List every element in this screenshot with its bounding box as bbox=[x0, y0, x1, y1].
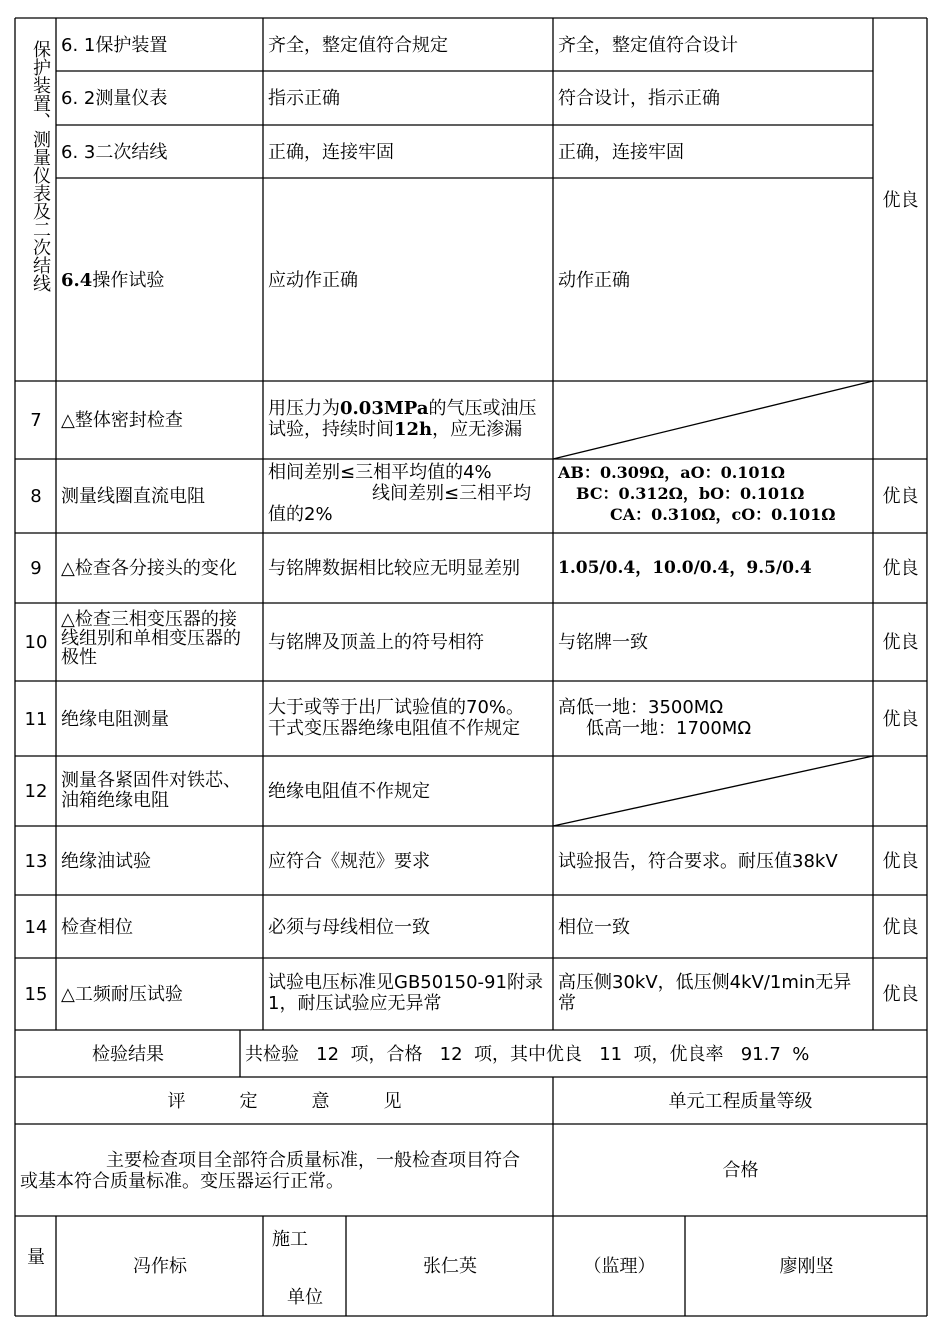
opinion-line2: 或基本符合质量标准。变压器运行正常。 bbox=[20, 1171, 344, 1192]
item-12 bbox=[57, 771, 263, 826]
result-11-line2: 低高一地：1700MΩ bbox=[586, 718, 752, 739]
signature-mid-label-top: 施工 bbox=[272, 1228, 308, 1250]
row-no-12: 12 bbox=[24, 781, 48, 802]
result-15 bbox=[554, 972, 873, 1030]
result-8 bbox=[554, 462, 873, 533]
row-no-7: 7 bbox=[30, 410, 42, 431]
signature-right-label: （监理） bbox=[583, 1256, 656, 1277]
row-no-14: 14 bbox=[24, 916, 48, 938]
item-6-2: 6. 2测量仪表 bbox=[61, 88, 168, 109]
result-8-line2: BC：0.312Ω，bO：0.101Ω bbox=[576, 484, 805, 503]
grade-header: 单元工程质量等级 bbox=[668, 1090, 813, 1112]
standard-6-1: 齐全，整定值符合规定 bbox=[268, 34, 448, 56]
signature-left-name: 冯作标 bbox=[133, 1256, 187, 1277]
row-no-9: 9 bbox=[30, 558, 42, 579]
item-8: 测量线圈直流电阻 bbox=[61, 486, 205, 507]
standard-6-4: 应动作正确 bbox=[268, 269, 358, 291]
standard-14: 必须与母线相位一致 bbox=[268, 916, 430, 938]
item-6-4-prefix: 6.4 bbox=[61, 269, 93, 291]
signature-right-name: 廖刚坚 bbox=[779, 1256, 834, 1277]
grade-10: 优良 bbox=[882, 632, 919, 653]
final-grade: 合格 bbox=[722, 1160, 759, 1181]
result-11-line1: 高低一地：3500MΩ bbox=[558, 697, 724, 718]
evaluation-header: 评 定 意 见 bbox=[167, 1090, 402, 1112]
row-no-10: 10 bbox=[24, 632, 48, 653]
result-14: 相位一致 bbox=[558, 916, 630, 938]
opinion-line1: 主要检查项目全部符合质量标准，一般检查项目符合 bbox=[106, 1150, 520, 1171]
item-11: 绝缘电阻测量 bbox=[61, 708, 169, 730]
item-7: △整体密封检查 bbox=[61, 410, 183, 431]
signature-mid-label-bottom: 单位 bbox=[287, 1286, 323, 1308]
result-10: 与铭牌一致 bbox=[558, 632, 648, 653]
result-9: 1.05/0.4，10.0/0.4，9.5/0.4 bbox=[558, 558, 812, 578]
item-9: △检查各分接头的变化 bbox=[61, 558, 237, 579]
standard-10: 与铭牌及顶盖上的符号相符 bbox=[268, 632, 484, 653]
standard-8-line1: 相间差别≤三相平均值的4% bbox=[268, 462, 492, 483]
standard-9: 与铭牌数据相比较应无明显差别 bbox=[268, 558, 520, 579]
result-13: 试验报告，符合要求。耐压值38kV bbox=[558, 850, 838, 872]
row-no-8: 8 bbox=[30, 486, 42, 507]
result-15-line1: 高压侧30kV，低压侧4kV/1min无异 bbox=[558, 972, 852, 993]
standard-6-3: 正确，连接牢固 bbox=[268, 141, 394, 163]
standard-7-e: 12h bbox=[394, 419, 433, 440]
standard-12: 绝缘电阻值不作规定 bbox=[268, 781, 430, 802]
row-no-13: 13 bbox=[24, 850, 48, 872]
standard-8 bbox=[264, 462, 553, 533]
item-10-line3: 极性 bbox=[61, 647, 97, 668]
result-6-1: 齐全，整定值符合设计 bbox=[558, 34, 738, 56]
item-6-1: 6. 1保护装置 bbox=[61, 34, 168, 56]
standard-13: 应符合《规范》要求 bbox=[268, 850, 430, 872]
grade-section6: 优良 bbox=[882, 189, 919, 211]
signature-mid-name: 张仁英 bbox=[423, 1256, 477, 1277]
item-6-3: 6. 3二次结线 bbox=[61, 141, 168, 163]
row-no-11: 11 bbox=[24, 708, 48, 730]
summary-text: 共检验 12 项，合格 12 项，其中优良 11 项，优良率 91.7 % bbox=[245, 1043, 810, 1065]
item-12-line1: 测量各紧固件对铁芯、 bbox=[61, 770, 241, 791]
standard-15-line1: 试验电压标准见GB50150-91附录 bbox=[268, 972, 543, 993]
result-8-line3: CA：0.310Ω，cO：0.101Ω bbox=[610, 505, 836, 524]
standard-11 bbox=[264, 697, 553, 756]
signature-left-label: 量 bbox=[27, 1246, 45, 1268]
standard-7 bbox=[264, 382, 553, 459]
grade-11: 优良 bbox=[882, 708, 919, 730]
standard-7-a: 用压力为 bbox=[268, 398, 340, 419]
standard-8-line2: 线间差别≤三相平均 bbox=[372, 483, 532, 504]
standard-11-line2: 干式变压器绝缘电阻值不作规定 bbox=[268, 718, 520, 739]
standard-6-2: 指示正确 bbox=[268, 88, 340, 109]
result-15-line2: 常 bbox=[558, 993, 576, 1014]
item-12-line2: 油箱绝缘电阻 bbox=[61, 790, 169, 811]
result-6-2: 符合设计，指示正确 bbox=[558, 88, 720, 109]
summary-label: 检验结果 bbox=[92, 1043, 164, 1065]
grade-15: 优良 bbox=[882, 984, 919, 1005]
section6-group-label: 保护装置、测量仪表及二次结线 bbox=[30, 40, 51, 292]
item-6-4-label: 操作试验 bbox=[92, 269, 165, 291]
item-15: △工频耐压试验 bbox=[61, 984, 183, 1005]
standard-15-line2: 1，耐压试验应无异常 bbox=[268, 993, 442, 1014]
grade-14: 优良 bbox=[882, 916, 919, 938]
result-6-3: 正确，连接牢固 bbox=[558, 141, 684, 163]
standard-11-line1: 大于或等于出厂试验值的70%。 bbox=[268, 697, 525, 718]
result-8-line1: AB：0.309Ω，aO：0.101Ω bbox=[558, 463, 785, 482]
item-13: 绝缘油试验 bbox=[61, 850, 151, 872]
result-6-4: 动作正确 bbox=[558, 269, 630, 291]
standard-7-b: 0.03MPa bbox=[340, 398, 429, 419]
standard-8-line3: 值的2% bbox=[268, 504, 333, 525]
item-10 bbox=[57, 610, 263, 681]
evaluation-opinion bbox=[16, 1150, 553, 1216]
standard-15 bbox=[264, 972, 553, 1030]
standard-7-c: 的气压或油压 bbox=[428, 398, 537, 419]
item-14: 检查相位 bbox=[61, 916, 133, 938]
grade-8: 优良 bbox=[882, 486, 919, 507]
item-10-line2: 线组别和单相变压器的 bbox=[61, 628, 241, 649]
item-10-line1: △检查三相变压器的接 bbox=[61, 609, 237, 630]
row-no-15: 15 bbox=[24, 984, 48, 1005]
grade-13: 优良 bbox=[882, 850, 919, 872]
standard-7-f: ，应无渗漏 bbox=[432, 419, 523, 440]
grade-9: 优良 bbox=[882, 558, 919, 579]
item-6-4 bbox=[57, 179, 263, 381]
standard-7-d: 试验，持续时间 bbox=[268, 419, 394, 440]
result-11 bbox=[554, 697, 873, 756]
